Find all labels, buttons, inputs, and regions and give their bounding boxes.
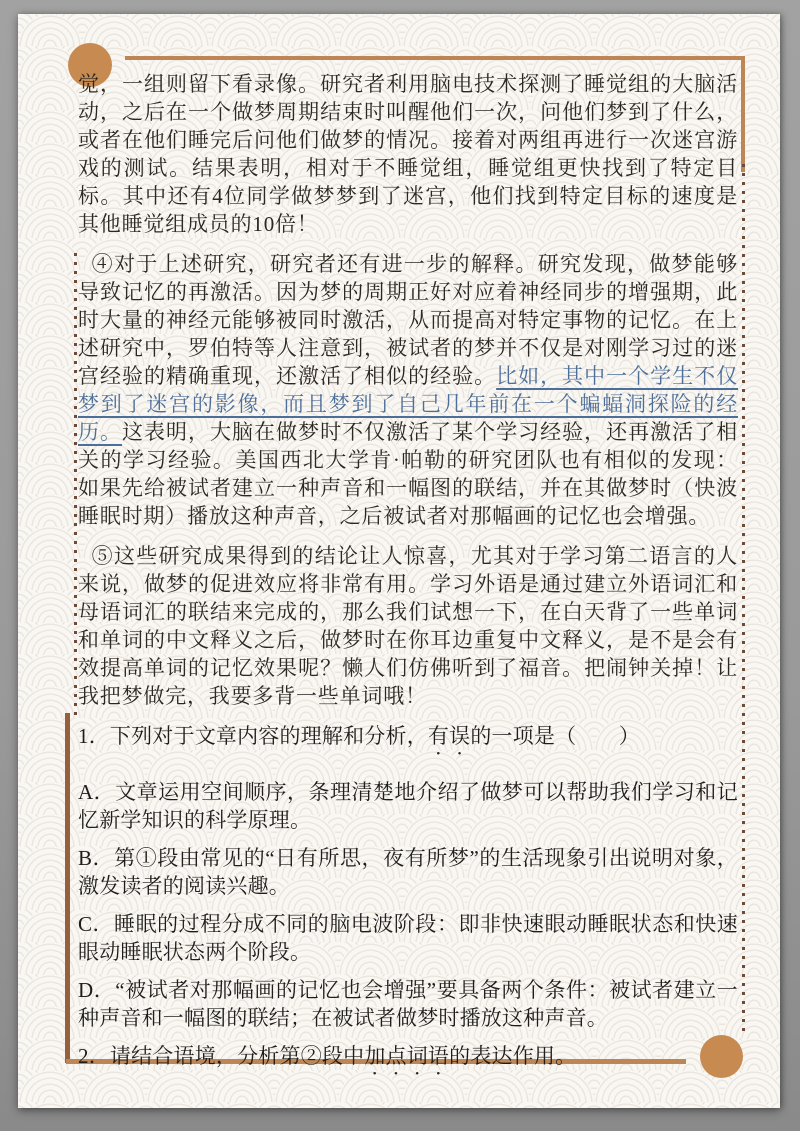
question-1-text-tail: 的一项是（ ） — [470, 724, 640, 748]
question-1-text: 1．下列对于文章内容的理解和分析， — [78, 724, 428, 748]
passage-paragraph-5: ⑤这些研究成果得到的结论让人惊喜，尤其对于学习第二语言的人来说，做梦的促进效应将非常有用。学习外语是通过建立外语词汇和母语词汇的联结来完成的，那么我们试想一下，在白天背了一些单词和单词的中文释义之后，做梦时在你耳边重复中文释义，是不是会有效提高单词的记忆效果呢？懒人们仿佛听到了福音。把闹钟关掉！让我把梦做完，我要多背一些单词哦！ — [78, 544, 738, 708]
question-2 — [78, 1042, 738, 1080]
option-a: A．文章运用空间顺序，条理清楚地介绍了做梦可以帮助我们学习和记忆新学知识的科学原理。 — [78, 780, 738, 832]
option-b: B．第①段由常见的“日有所思，夜有所梦”的生活现象引出说明对象，激发读者的阅读兴趣。 — [78, 846, 738, 898]
paragraph-4-text-after-example: 这表明，大脑在做梦时不仅激活了某个学习经验，还再激活了相关的学习经验。美国西北大学肯·帕勒的研究团队也有相似的发现：如果先给被试者建立一种声音和一幅图的联结，并在其做梦时（快波睡眠时期）播放这种声音，之后被试者对那幅画的记忆也会增强。 — [78, 420, 738, 528]
passage-paragraph-3-continuation: 觉，一组则留下看录像。研究者利用脑电技术探测了睡觉组的大脑活动，之后在一个做梦周期结束时叫醒他们一次，问他们梦到了什么，或者在他们睡完后问他们做梦的情况。接着对两组再进行一次迷宫游戏的测试。结果表明，相对于不睡觉组，睡觉组更快找到了特定目标。其中还有4位同学做梦梦到了迷宫，他们找到特定目标的速度是其他睡觉组成员的10倍！ — [78, 72, 738, 236]
frame-line-right-solid — [741, 56, 745, 172]
paragraph-4-text-before-example: ④对于上述研究，研究者还有进一步的解释。研究发现，做梦能够导致记忆的再激活。因为梦的周期正好对应着神经同步的增强期，此时大量的神经元能够被同时激活，从而提高对特定事物的记忆。在上述研究中，罗伯特等人注意到，被试者的梦并不仅是对刚学习过的迷宫经验的精确重现，还激活了相似的经验。 — [78, 252, 738, 388]
question-1 — [78, 722, 738, 760]
question-1-emphasized-word: 有误 — [427, 724, 471, 748]
frame-line-left-dotted — [74, 253, 77, 715]
underlined-example-sentence: 比如，其中一个学生不仅梦到了迷宫的影像，而且梦到了自己几年前在一个蝙蝠洞探险的经历。 — [78, 364, 738, 444]
frame-line-right-dotted — [742, 164, 745, 1032]
frame-line-left-solid — [65, 713, 70, 1063]
question-2-emphasized-word: 加点词语 — [364, 1044, 450, 1068]
option-c: C．睡眠的过程分成不同的脑电波阶段：即非快速眼动睡眠状态和快速眼动睡眠状态两个阶段。 — [78, 912, 738, 964]
frame-line-top — [125, 56, 745, 60]
question-2-text: 2．请结合语境，分析第②段中 — [78, 1044, 365, 1068]
option-d: D．“被试者对那幅画的记忆也会增强”要具备两个条件：被试者建立一种声音和一幅图的联结；在被试者做梦时播放这种声音。 — [78, 978, 738, 1030]
passage-paragraph-4 — [78, 250, 738, 530]
worksheet-page — [18, 14, 780, 1108]
question-2-text-tail: 的表达作用。 — [449, 1044, 577, 1068]
worksheet-content — [78, 70, 738, 1080]
